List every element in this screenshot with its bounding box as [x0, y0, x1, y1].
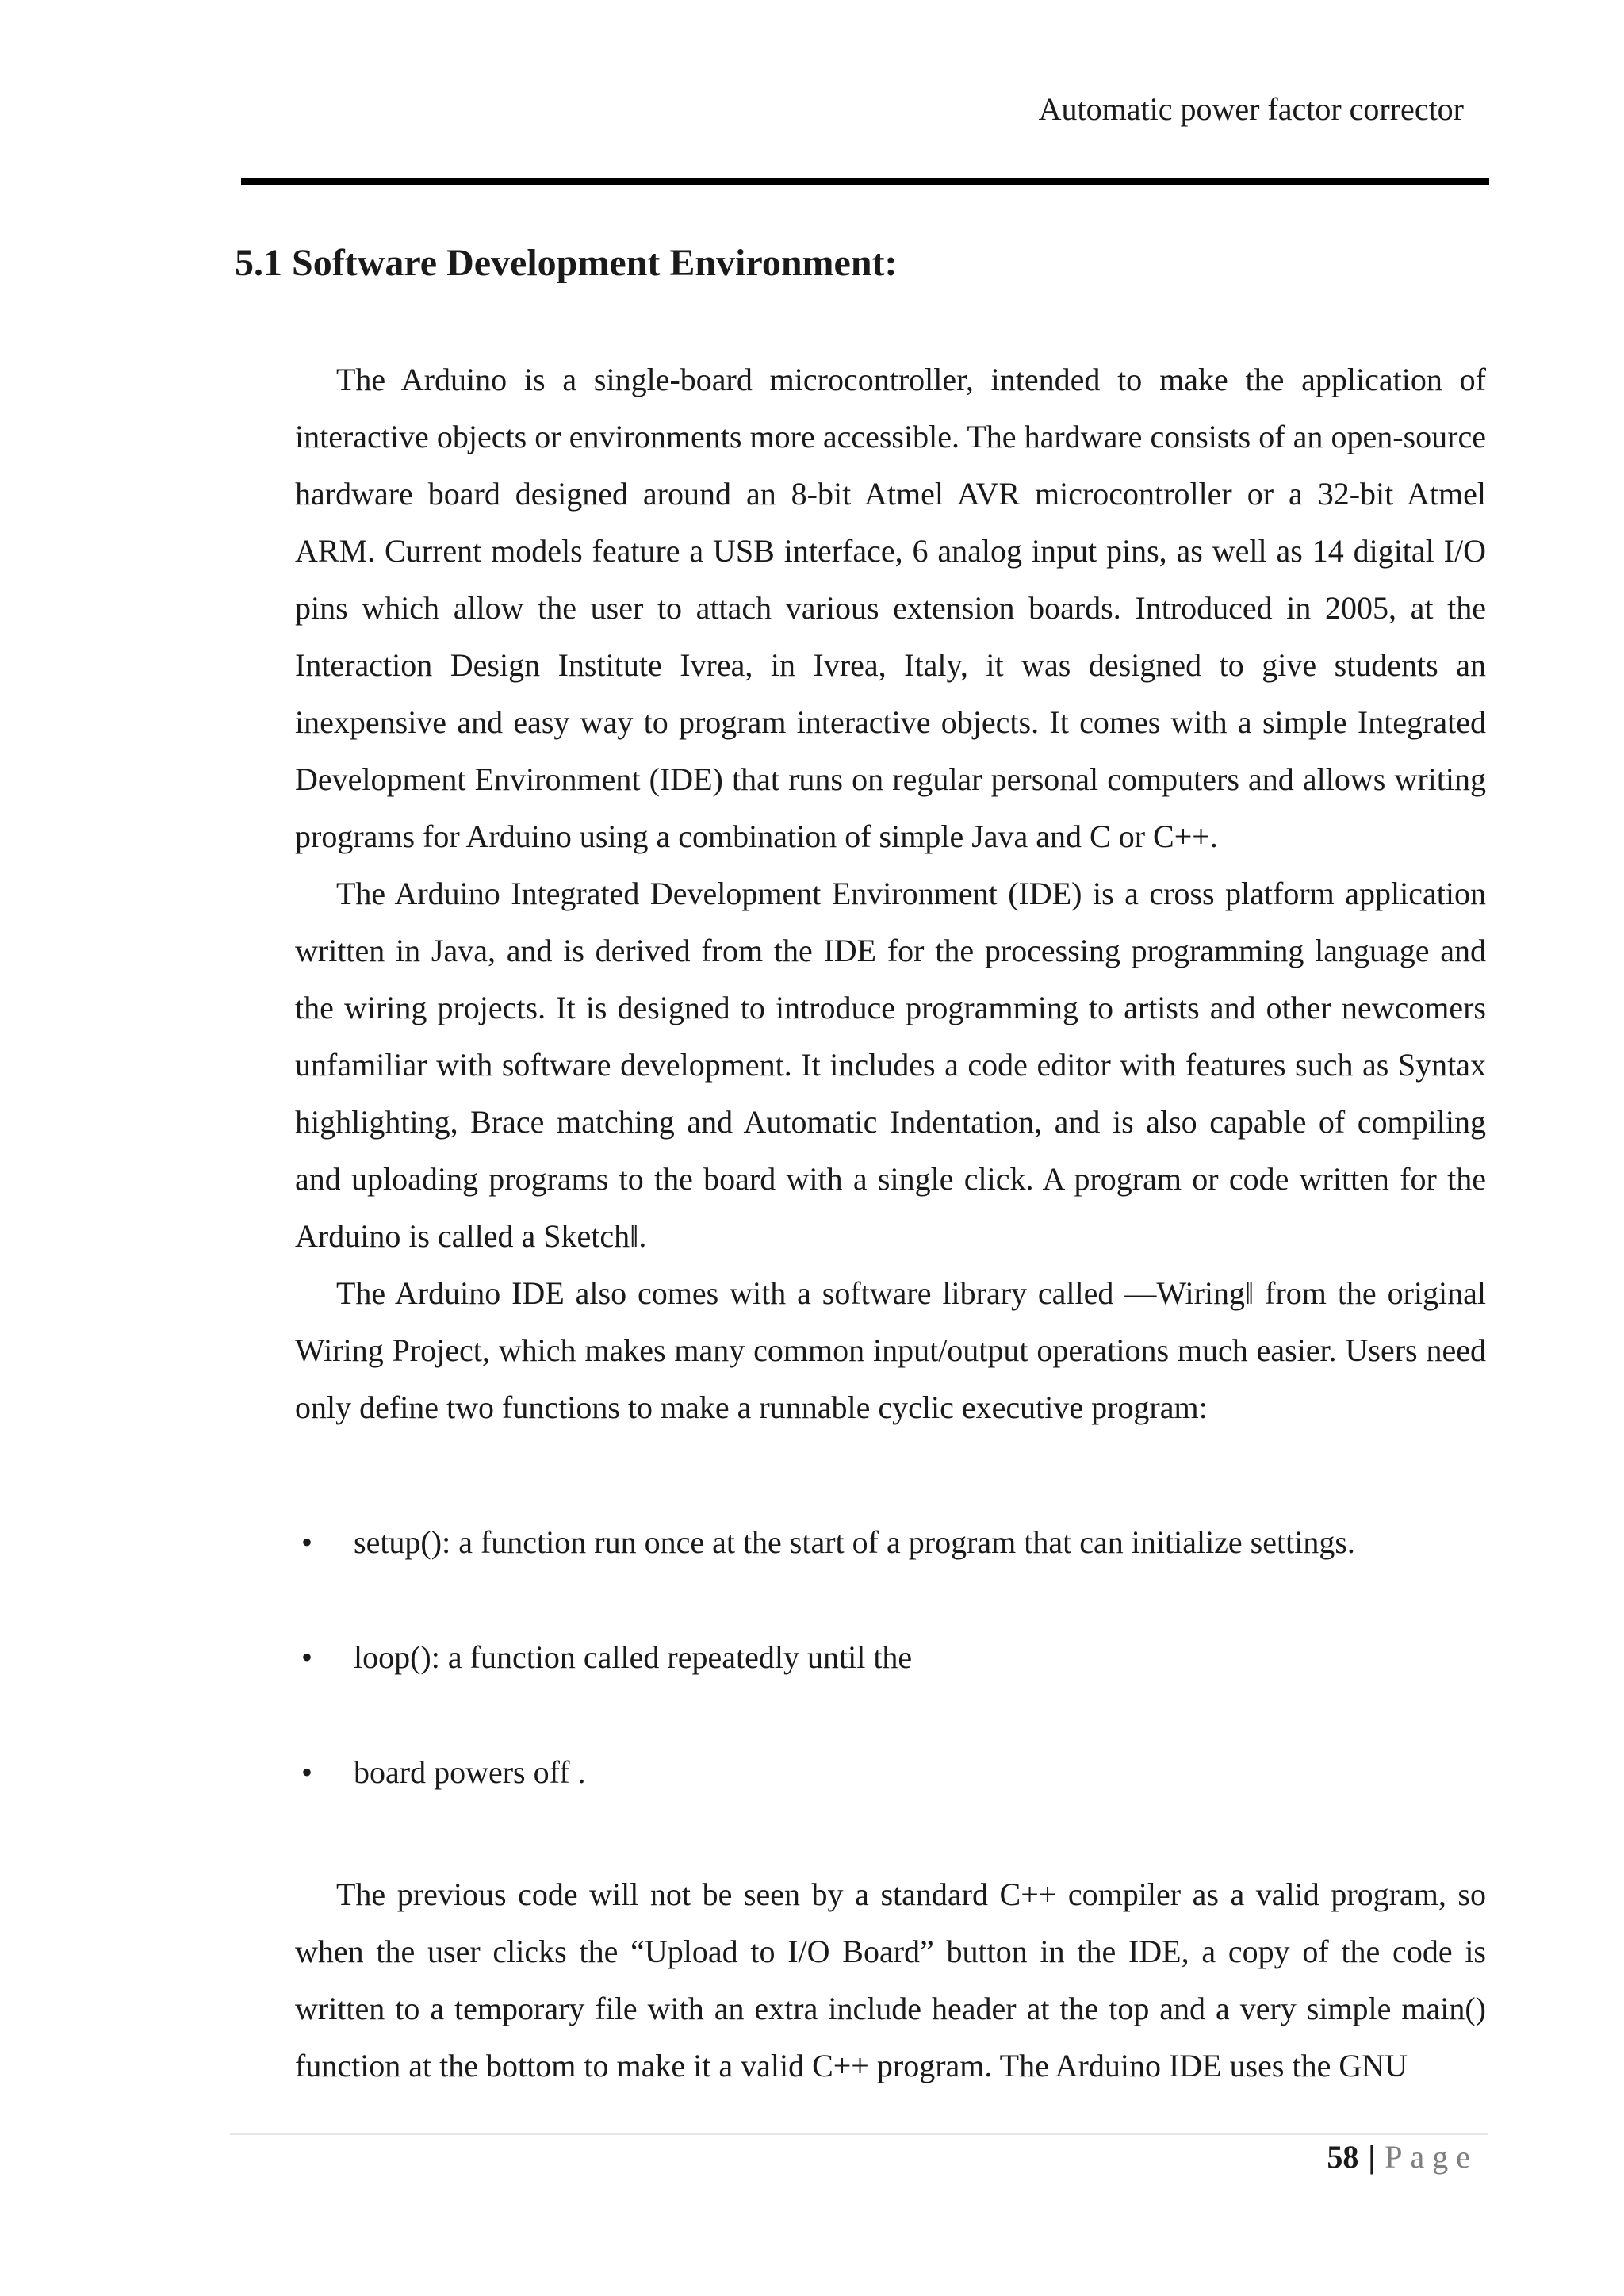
page-number: 58: [1327, 2139, 1359, 2175]
bullet-icon: •: [301, 1639, 313, 1675]
bullet-item-power-off: [295, 1744, 1486, 1801]
bullet-text: loop(): a function called repeatedly until the: [354, 1639, 913, 1675]
running-header-title: Automatic power factor corrector: [1038, 91, 1464, 127]
function-bullet-list: [295, 1514, 1486, 1801]
bullet-icon: •: [301, 1524, 313, 1560]
bullet-text: board powers off .: [354, 1754, 586, 1790]
body-text: [295, 351, 1486, 2095]
footer-divider: [230, 2133, 1488, 2135]
bullet-text: setup(): a function run once at the start of a program that can initialize settings.: [354, 1524, 1355, 1560]
paragraph-arduino-ide: The Arduino Integrated Development Environment (IDE) is a cross platform application written in Java, and is derived from the IDE for the processing programming language and the wiring projects. It is designed to introduce programming to artists and other newcomers unfamiliar with software development. It includes a code editor with features such as Syntax highlighting, Brace matching and Automatic Indentation, and is also capable of compiling and uploading programs to the board with a single click. A program or code written for the Arduino is called a Sketch‖.: [295, 876, 1486, 1254]
section-heading: 5.1 Software Development Environment:: [235, 242, 898, 284]
bullet-item-loop: [295, 1629, 1486, 1686]
page-label: Page: [1385, 2139, 1478, 2175]
paragraph-arduino-intro: The Arduino is a single-board microcontroller, intended to make the application of interactive objects or environments more accessible. The hardware consists of an open-source hardware board designed around an 8-bit Atmel AVR microcontroller or a 32-bit Atmel ARM. Current models feature a USB interface, 6 analog input pins, as well as 14 digital I/O pins which allow the user to attach various extension boards. Introduced in 2005, at the Interaction Design Institute Ivrea, in Ivrea, Italy, it was designed to give students an inexpensive and easy way to program interactive objects. It comes with a simple Integrated Development Environment (IDE) that runs on regular personal computers and allows writing programs for Arduino using a combination of simple Java and C or C++.: [295, 362, 1486, 854]
paragraph-wiring-library: The Arduino IDE also comes with a software library called ―Wiring‖ from the original Wiring Project, which makes many common input/output operations much easier. Users need only define two functions to make a runnable cyclic executive program:: [295, 1275, 1486, 1425]
header-divider: [241, 178, 1489, 185]
page-separator: |: [1368, 2139, 1376, 2175]
page-number-footer: [1327, 2137, 1478, 2178]
paragraph-compiler-note: The previous code will not be seen by a standard C++ compiler as a valid program, so when the user clicks the “Upload to I/O Board” button in the IDE, a copy of the code is written to a temporary file with an extra include header at the top and a very simple main() function at the bottom to make it a valid C++ program. The Arduino IDE uses the GNU: [295, 1876, 1486, 2083]
bullet-icon: •: [301, 1754, 313, 1790]
bullet-item-setup: [295, 1514, 1486, 1571]
